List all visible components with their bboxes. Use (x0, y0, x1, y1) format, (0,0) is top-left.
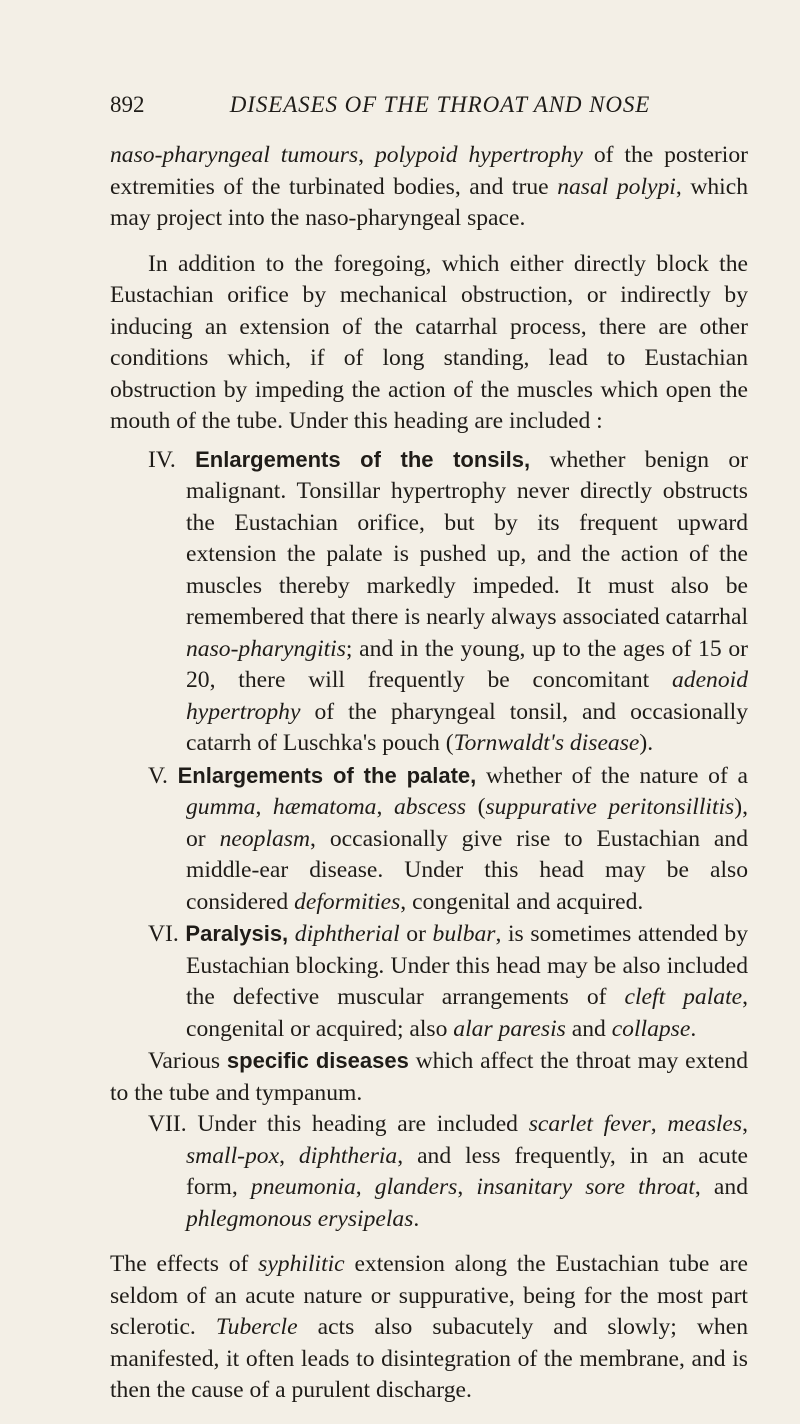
text-run: , (457, 1174, 477, 1200)
italic-term: pneumonia (250, 1174, 356, 1200)
italic-term: polypoid hypertrophy (374, 142, 583, 168)
italic-term: syphilitic (258, 1251, 345, 1277)
text-run: , (255, 794, 273, 820)
italic-term: small-pox (186, 1142, 280, 1169)
section-heading: specific diseases (226, 1048, 409, 1073)
italic-term: gumma (186, 794, 256, 820)
list-item-v (110, 760, 748, 919)
paragraph-addition: In addition to the foregoing, which either directly block the Eustachian orifice by mechanical obstruction, or indirectly by inducing an extension of the catarrhal process, there are other conditions which, if of long standing, lead to Eustachian obstruction by impeding the action of the muscles which open the mouth of the tube. Under this heading are included : (110, 250, 748, 434)
italic-term: diphtheria (298, 1142, 398, 1169)
text-run: ( (466, 794, 486, 820)
italic-term: measles (667, 1111, 743, 1137)
paragraph-syphilitic (110, 1249, 748, 1407)
text-run: , is sometimes attended by Eustachian blocking. Under this head may be also included the defective muscular arrangements of (186, 921, 749, 1010)
paragraph-continuation (110, 140, 748, 235)
italic-term: insanitary sore throat (476, 1174, 695, 1200)
text-run: , occasionally give rise to Eustachian and middle-ear disease. Under this head may be also considered (186, 825, 748, 915)
italic-term: diphtherial (294, 921, 400, 947)
italic-term: Tornwaldt's disease (453, 730, 640, 756)
text-run: , which may project into the naso-pharyngeal space. (110, 173, 748, 231)
italic-term: nasal polypi (557, 173, 676, 200)
italic-term: cleft palate (624, 984, 743, 1010)
item-number: VI. (148, 921, 179, 947)
text-run: . (690, 1015, 697, 1042)
list-item-iv (110, 444, 748, 760)
text-run: of the pharyngeal tonsil, and occasionally catarrh of Luschka's pouch ( (186, 698, 748, 756)
italic-term: alar paresis (453, 1015, 566, 1042)
text-run: whether benign or malignant. Tonsillar hypertrophy never directly obstructs the Eustachian orifice, but by its frequent upward extension the palate is pushed up, and the action of the muscles thereby markedly impeded. It must also be remembered that there is nearly always associated catarrhal (186, 446, 748, 630)
text-run: whether of the nature of a (476, 762, 749, 789)
text-run: . (413, 1205, 420, 1232)
text-run: and (565, 1015, 612, 1042)
italic-term: deformities (294, 888, 401, 915)
item-heading: Enlargements of the tonsils, (195, 446, 531, 472)
italic-term: Tubercle (215, 1314, 298, 1340)
text-run: , (650, 1111, 668, 1137)
italic-term: naso-pharyngitis (186, 635, 346, 662)
text-run: The effects of (110, 1251, 259, 1277)
italic-term: abscess (393, 794, 467, 820)
italic-term: suppurative peritonsillitis (485, 794, 735, 820)
text-run: , congenital and acquired. (400, 888, 644, 915)
text-run: ; and in the young, up to the ages of 15 or 20, there will frequently be concomitant (186, 635, 748, 693)
item-heading: Enlargements of the palate, (177, 762, 477, 788)
text-run: ). (639, 730, 654, 756)
item-number: VII. (148, 1111, 187, 1137)
item-number: V. (148, 762, 168, 789)
text-run: , (358, 142, 375, 168)
text-run: acts also subacutely and slowly; when manifested, it often leads to disintegration of the membrane, and is then the cause of a purulent discharge. (110, 1314, 749, 1403)
text-run: Under this heading are included (186, 1111, 529, 1137)
text-run: Various (148, 1048, 227, 1074)
list-item-vi (110, 918, 748, 1045)
text-run: , congenital or acquired; also (186, 984, 749, 1042)
text-run: , (279, 1142, 299, 1169)
text-run: ), or (186, 794, 749, 852)
item-number: IV. (148, 446, 176, 473)
paragraph-specific-diseases (110, 1045, 748, 1109)
italic-term: neoplasm (219, 825, 311, 852)
text-run: , and less frequently, in an acute form, (186, 1142, 748, 1200)
italic-term: glanders (374, 1174, 458, 1200)
italic-term: naso-pharyngeal tumours (110, 142, 359, 168)
text-run: , (376, 794, 394, 820)
item-heading: Paralysis, (185, 921, 289, 946)
page-body (110, 140, 748, 1407)
page-header (110, 92, 750, 120)
text-run: of the posterior extremities of the turbinated bodies, and true (110, 142, 748, 200)
running-head: DISEASES OF THE THROAT AND NOSE (229, 92, 651, 117)
text-run: , (355, 1174, 375, 1200)
text-run: , and (694, 1174, 748, 1200)
italic-term: collapse (611, 1015, 691, 1042)
italic-term: scarlet fever (528, 1111, 651, 1137)
italic-term: hæmatoma (272, 794, 377, 820)
italic-term: phlegmonous erysipelas (186, 1205, 414, 1232)
italic-term: bulbar (432, 921, 496, 947)
text-run: extension along the Eustachian tube are seldom of an acute nature or suppurative, being for the most part sclerotic. (110, 1251, 748, 1340)
page-number: 892 (110, 92, 145, 117)
italic-term: adenoid hypertrophy (186, 667, 748, 725)
text-run: , (742, 1111, 748, 1137)
text-run (288, 921, 295, 947)
text-run: which affect the throat may extend to the tube and tympanum. (110, 1048, 748, 1106)
list-item-vii (110, 1109, 748, 1235)
text-run: or (399, 921, 433, 947)
